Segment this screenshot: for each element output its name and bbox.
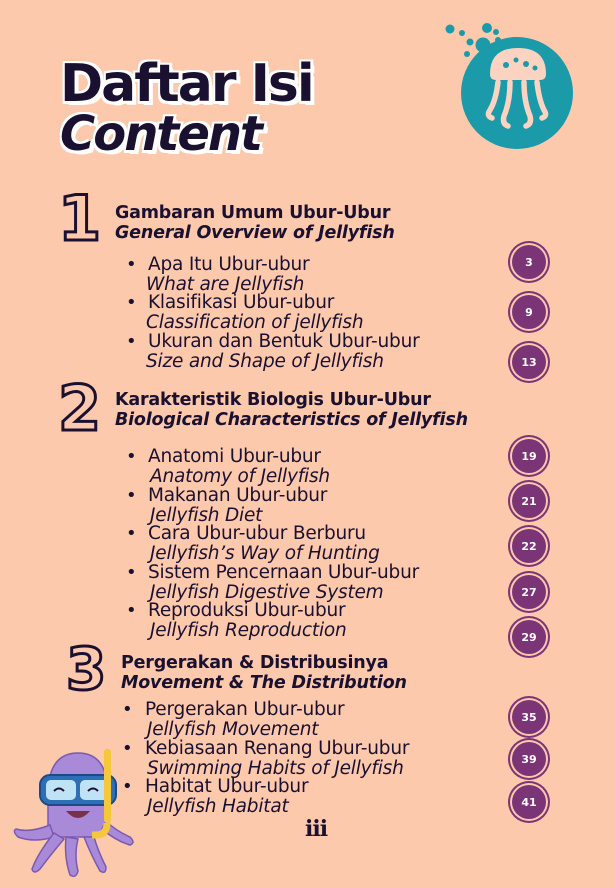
entry-title-english-text: Jellyfish Reproduction [150,620,347,641]
bullet-icon: • [122,738,133,759]
entry-title-indonesian: Pergerakan Ubur-ubur [145,699,345,720]
toc-entry[interactable] [145,739,409,758]
bullet-icon: • [126,292,137,313]
entry-title-english-text: Jellyfish’s Way of Hunting [150,543,380,564]
page-title-indonesian: Daftar Isi [60,54,313,114]
page-number-badge[interactable]: 41 [512,785,546,819]
entry-title-indonesian: Apa Itu Ubur-ubur [148,254,310,275]
page-number-badge[interactable]: 35 [512,700,546,734]
toc-entry[interactable] [148,447,321,466]
section-title[interactable] [121,653,407,693]
entry-title-indonesian: Reproduksi Ubur-ubur [148,600,346,621]
entry-title-english [146,352,384,372]
bullet-icon: • [126,562,137,583]
page-number-badge[interactable]: 13 [512,345,546,379]
section-title-english: General Overview of Jellyfish [115,223,395,243]
bullet-icon: • [126,331,137,352]
entry-title-indonesian: Makanan Ubur-ubur [148,485,328,506]
entry-title-english-text: Jellyfish Habitat [147,796,289,817]
entry-title-indonesian: Habitat Ubur-ubur [145,776,309,797]
page-number-badge[interactable]: 22 [512,529,546,563]
toc-entry[interactable] [145,777,308,796]
entry-title-english [147,720,318,740]
bullet-icon: • [126,523,137,544]
entry-title-english-text: Classification of jellyfish [146,312,364,333]
page-number: iii [305,816,328,842]
jellyfish-logo-icon [440,18,580,158]
section-title-indonesian: Pergerakan & Distribusinya [121,653,389,673]
entry-title-english-text: What are Jellyfish [146,274,305,295]
entry-title-indonesian: Kebiasaan Renang Ubur-ubur [145,738,410,759]
section-title-english: Biological Characteristics of Jellyfish [115,410,468,430]
toc-entry[interactable] [148,255,309,274]
bullet-icon: • [126,600,137,621]
page-number-badge[interactable]: 21 [512,484,546,518]
bullet-icon: • [126,254,137,275]
section-title-indonesian: Karakteristik Biologis Ubur-Ubur [115,390,431,410]
section-number: 3 [66,635,107,703]
page-number-badge[interactable]: 27 [512,575,546,609]
page-title-english: Content [60,106,261,162]
page-number-badge[interactable]: 9 [512,295,546,329]
entry-title-english-text: Anatomy of Jellyfish [150,466,330,487]
toc-entry[interactable] [148,486,327,505]
section-title-english: Movement & The Distribution [121,673,407,693]
page-number-badge[interactable]: 3 [512,245,546,279]
entry-title-english [147,797,289,817]
toc-entry[interactable] [145,700,344,719]
toc-entry[interactable] [148,601,345,620]
entry-title-english-text: Jellyfish Digestive System [150,582,384,603]
bullet-icon: • [126,485,137,506]
section-number: 1 [58,182,102,255]
entry-title-indonesian: Cara Ubur-ubur Berburu [148,523,366,544]
page-number-badge[interactable]: 19 [512,439,546,473]
entry-title-english-text: Size and Shape of Jellyfish [146,351,384,372]
entry-title-english-text: Jellyfish Movement [147,719,319,740]
entry-title-english [150,544,380,564]
entry-title-indonesian: Sistem Pencernaan Ubur-ubur [148,562,420,583]
entry-title-indonesian: Klasifikasi Ubur-ubur [148,292,335,313]
entry-title-english-text: Swimming Habits of Jellyfish [147,758,404,779]
entry-title-english [150,467,330,487]
bullet-icon: • [122,776,133,797]
page-number-badge[interactable]: 29 [512,620,546,654]
entry-title-english-text: Jellyfish Diet [150,505,263,526]
section-title[interactable] [115,203,395,243]
toc-entry[interactable] [148,563,419,582]
entry-title-indonesian: Ukuran dan Bentuk Ubur-ubur [148,331,420,352]
entry-title-english [150,621,347,641]
toc-entry[interactable] [148,293,334,312]
section-number: 2 [58,372,102,445]
toc-entry[interactable] [148,524,366,543]
bullet-icon: • [122,699,133,720]
bullet-icon: • [126,446,137,467]
entry-title-english [146,313,363,333]
entry-title-indonesian: Anatomi Ubur-ubur [148,446,321,467]
toc-entry[interactable] [148,332,420,351]
section-title-indonesian: Gambaran Umum Ubur-Ubur [115,203,391,223]
octopus-snorkel-mascot-icon [8,745,138,880]
section-title[interactable] [115,390,468,430]
page-number-badge[interactable]: 39 [512,742,546,776]
